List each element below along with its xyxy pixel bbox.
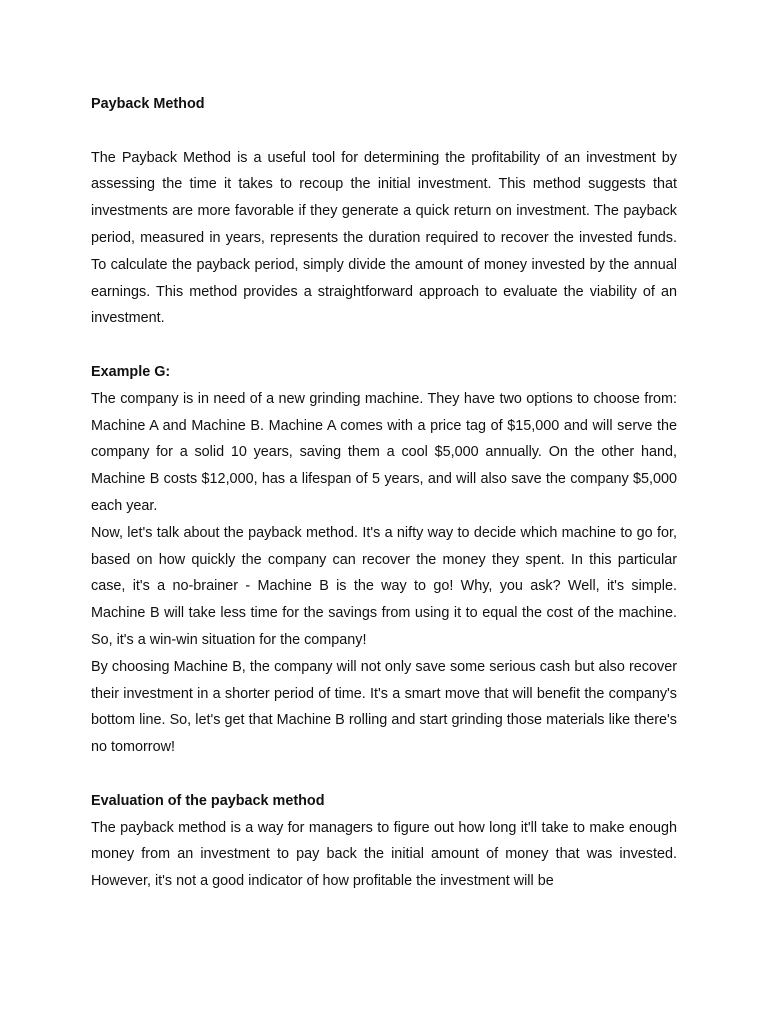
example-heading: Example G: (91, 363, 171, 380)
intro-paragraph: The Payback Method is a useful tool for determining the profitability of an investment by assessing the time it takes to recoup the initial investment. This method suggests that investments are more favorable if they generate a quick return on investment. The payback period, measured in years, represents the duration required to recover the invested funds. To calculate the payback period, simply divide the amount of money invested by the annual earnings. This method provides a straightforward approach to evaluate the viability of an investment. (91, 149, 677, 327)
evaluation-paragraph: The payback method is a way for managers to figure out how long it'll take to make enough money from an investment to pay back the initial amount of money that was invested. However, it's not a good indicator of how profitable the investment will be (91, 819, 677, 890)
spacer (91, 118, 677, 145)
document-page (91, 91, 677, 895)
document-title: Payback Method (91, 96, 205, 112)
evaluation-heading: Evaluation of the payback method (91, 792, 325, 809)
example-paragraph-2: Now, let's talk about the payback method. It's a nifty way to decide which machine to go for, based on how quickly the company can recover the money they spent. In this particular case, it's a no-brainer - Machine B is the way to go! Why, you ask? Well, it's simple. Machine B will take less time for the savings from using it to equal the cost of the machine. So, it's a win-win situation for the company! (91, 524, 677, 648)
example-paragraph-3: By choosing Machine B, the company will not only save some serious cash but also recover their investment in a shorter period of time. It's a smart move that will benefit the company's bottom line. So, let's get that Machine B rolling and start grinding those materials like there's no tomorrow! (91, 658, 677, 756)
spacer (91, 761, 677, 788)
spacer (91, 332, 677, 359)
example-paragraph-1: The company is in need of a new grinding machine. They have two options to choose from: Machine A and Machine B. Machine A comes with a price tag of $15,000 and will serve the company for a solid 10 years, saving them a cool $5,000 annually. On the other hand, Machine B costs $12,000, has a lifespan of 5 years, and will also save the company $5,000 each year. (91, 390, 677, 514)
